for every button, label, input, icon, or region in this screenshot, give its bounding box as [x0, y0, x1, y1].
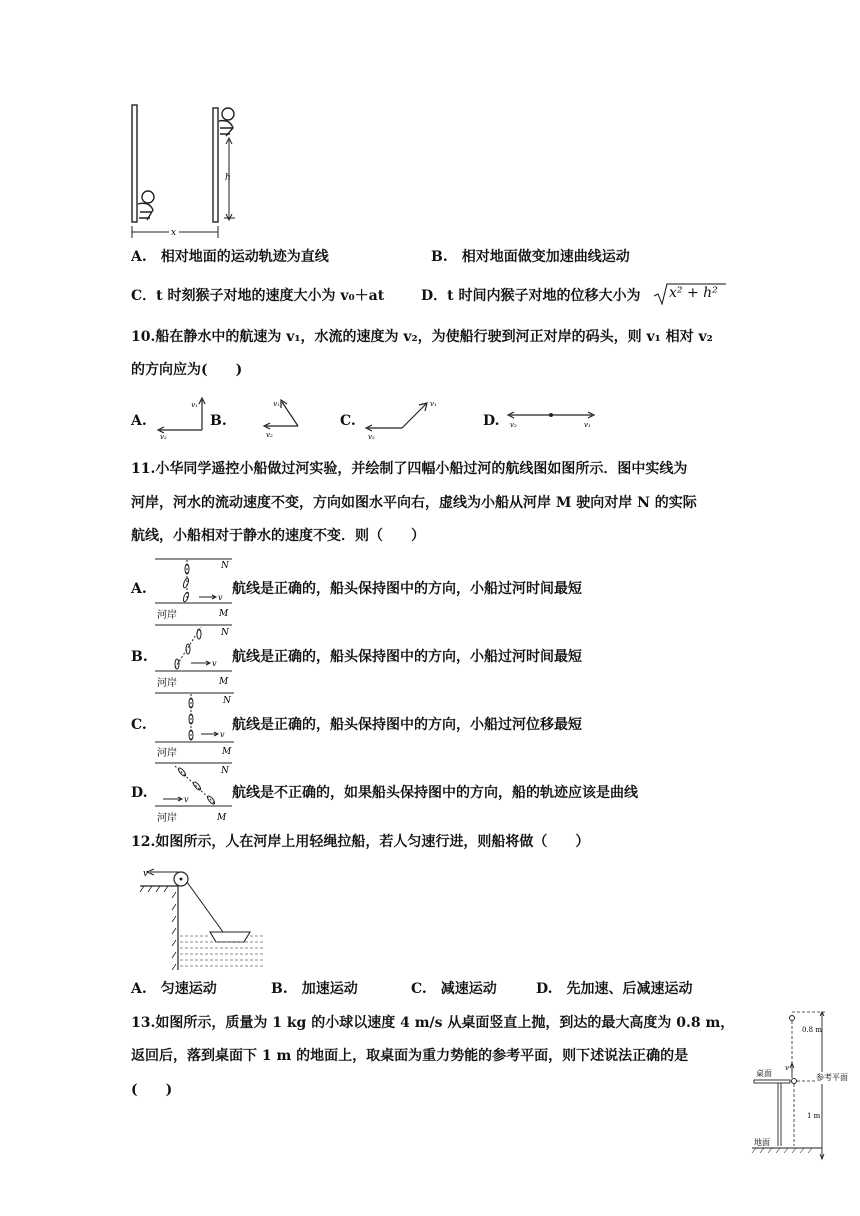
q10-d-v2-label: v₂ [510, 421, 517, 429]
q10-label-a: A. [131, 413, 147, 429]
q11-stem-line1: 11.小华同学遥控小船做过河实验，并绘制了四幅小船过河的航线图如图所示．图中实线为 [131, 461, 688, 477]
q13-height-bottom-label: 1 m [807, 1112, 821, 1120]
q13-ref-plane-label: 参考平面 [816, 1073, 848, 1082]
q9-formula-radicand: x² + h² [669, 285, 718, 301]
q11-label-b: B. [131, 649, 148, 665]
q11-a-v-label: v [218, 593, 223, 602]
q11-b-bank-label: 河岸 [157, 678, 177, 689]
q10-a-v2-label: v₂ [160, 433, 167, 441]
q9-h-label: h [225, 173, 231, 183]
q11-stem-line2: 河岸，河水的流动速度不变，方向如图水平向右，虚线为小船从河岸 M 驶向对岸 N 的实际 [131, 495, 697, 511]
q9-x-label: x [171, 228, 177, 238]
q10-label-c: C. [340, 413, 356, 429]
q10-diagram-c [362, 396, 437, 442]
q12-stem: 12.如图所示，人在河岸上用轻绳拉船，若人匀速行进，则船将做（ ） [131, 834, 590, 850]
q12-option-c: C. 减速运动 [411, 981, 497, 997]
q13-v-label: v [785, 1064, 789, 1072]
q11-label-a: A. [131, 581, 147, 597]
q11-stem-line3: 航线，小船相对于静水的速度不变．则（ ） [131, 528, 425, 544]
q9-option-c: C．t 时刻猴子对地的速度大小为 v₀＋at [131, 288, 385, 304]
q10-diagram-d [504, 403, 596, 433]
q10-diagram-b [260, 396, 310, 442]
q11-option-c-text: 航线是正确的，船头保持图中的方向，小船过河位移最短 [232, 717, 582, 733]
q10-b-v2-label: v₂ [266, 431, 273, 439]
monkey-top-icon [219, 108, 234, 136]
q10-b-v1-label: v₁ [273, 400, 280, 408]
q11-c-n-label: N [223, 696, 231, 706]
q10-a-v1-label: v₁ [191, 401, 198, 409]
q12-option-d: D. 先加速、后减速运动 [536, 981, 693, 997]
q11-option-d-text: 航线是不正确的，如果船头保持图中的方向，船的轨迹应该是曲线 [232, 785, 638, 801]
q11-a-bank-label: 河岸 [157, 610, 177, 621]
q13-stem-line2: 返回后，落到桌面下 1 m 的地面上，取桌面为重力势能的参考平面，则下述说法正确的是 [131, 1048, 689, 1064]
q13-stem-line3: ( ) [131, 1082, 173, 1098]
q13-ground-label: 地面 [754, 1138, 770, 1147]
q13-stem-line1: 13.如图所示，质量为 1 kg 的小球以速度 4 m/s 从桌面竖直上抛，到达的最大高度为 0.8 m， [131, 1015, 735, 1031]
q12-option-a: A. 匀速运动 [131, 981, 217, 997]
q10-c-v2-label: v₂ [368, 433, 375, 441]
q10-diagram-a [152, 396, 210, 442]
q9-option-d: D．t 时间内猴子对地的位移大小为 [421, 288, 641, 304]
q10-label-d: D. [483, 413, 500, 429]
q11-c-v-label: v [220, 730, 225, 739]
q13-height-top-label: 0.8 m [802, 1026, 822, 1034]
q12-v-label: v [143, 869, 149, 879]
monkey-bottom-icon [138, 191, 154, 220]
q11-c-bank-label: 河岸 [157, 748, 177, 759]
q11-b-n-label: N [221, 628, 229, 638]
q9-option-a: A. 相对地面的运动轨迹为直线 [131, 249, 329, 265]
q11-label-d: D. [131, 785, 148, 801]
q13-figure [752, 1008, 860, 1164]
q11-d-m-label: M [217, 813, 227, 823]
q10-d-v1-label: v₁ [584, 421, 591, 429]
q9-figure [125, 100, 255, 242]
q11-figure-a [155, 556, 233, 622]
q13-desk-label: 桌面 [756, 1069, 772, 1078]
q9-option-b: B. 相对地面做变加速曲线运动 [431, 249, 630, 265]
q10-stem-line2: 的方向应为( ) [131, 362, 243, 378]
q11-option-b-text: 航线是正确的，船头保持图中的方向，小船过河时间最短 [232, 649, 582, 665]
q11-d-n-label: N [221, 766, 229, 776]
q11-a-m-label: M [219, 609, 229, 619]
q11-option-a-text: 航线是正确的，船头保持图中的方向，小船过河时间最短 [232, 581, 582, 597]
q11-b-m-label: M [219, 677, 229, 687]
q12-figure [140, 862, 265, 974]
q11-label-c: C. [131, 717, 147, 733]
q10-stem-line1: 10.船在静水中的航速为 v₁，水流的速度为 v₂，为使船行驶到河正对岸的码头，则 v₁ 相对 v₂ [131, 329, 713, 345]
q11-c-m-label: M [222, 747, 232, 757]
q11-figure-d [155, 760, 233, 824]
q10-c-v1-label: v₁ [430, 400, 437, 408]
q11-a-n-label: N [221, 561, 229, 571]
q11-b-v-label: v [212, 659, 217, 668]
q11-d-bank-label: 河岸 [157, 813, 177, 824]
q11-figure-c [155, 690, 235, 760]
q11-d-v-label: v [184, 795, 189, 804]
q10-label-b: B. [210, 413, 227, 429]
q11-figure-b [155, 622, 233, 690]
q12-option-b: B. 加速运动 [271, 981, 358, 997]
